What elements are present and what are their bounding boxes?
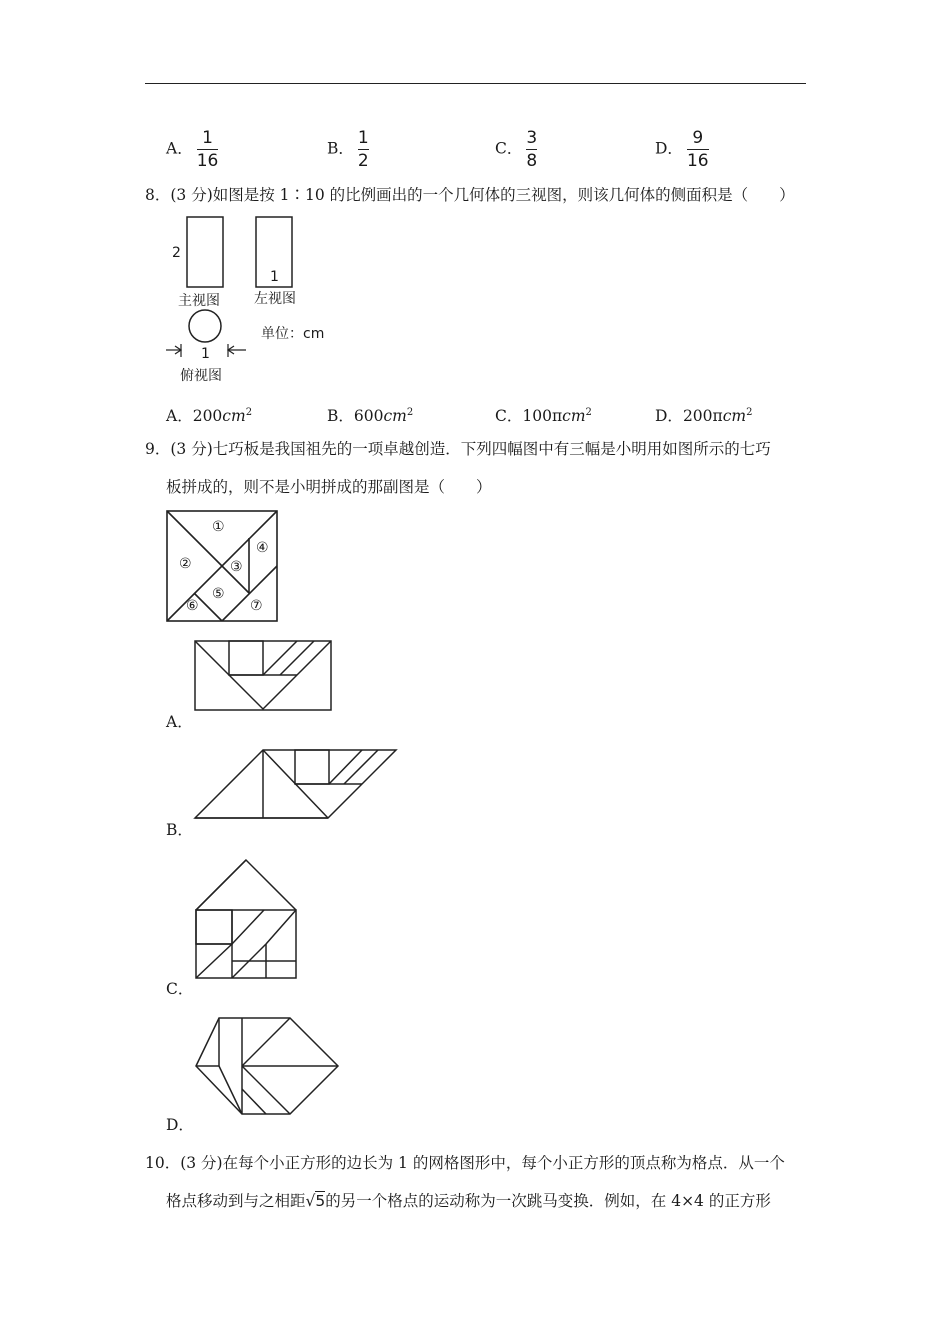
option-exponent: 2: [746, 406, 753, 418]
q9-figure-d[interactable]: [194, 1016, 340, 1116]
option-letter: D．: [655, 407, 683, 425]
option-letter: A．: [166, 407, 193, 425]
q7-option-c[interactable]: [495, 128, 537, 171]
piece-label-2: ②: [179, 556, 192, 572]
side-view-label: 左视图: [254, 291, 296, 307]
figure-a-drawing: [194, 640, 334, 712]
option-letter: B．: [327, 407, 354, 425]
q10-line2: [166, 1190, 771, 1212]
front-view-label: 主视图: [178, 293, 220, 309]
q10-line2-part2: 的另一个格点的运动称为一次跳马变换．例如，在 4×4 的正方形: [325, 1192, 771, 1210]
q7-option-a[interactable]: [166, 128, 218, 171]
option-value: 100π: [522, 407, 563, 425]
piece-label-3: ③: [230, 559, 243, 575]
option-letter: C．: [495, 139, 523, 158]
q9-option-b-label[interactable]: B．: [166, 821, 193, 839]
q9-option-c-label[interactable]: C．: [166, 980, 194, 998]
q9-stem-line2: 板拼成的，则不是小明拼成的那副图是（ ）: [166, 478, 492, 496]
piece-label-7: ⑦: [250, 598, 263, 614]
option-exponent: 2: [406, 406, 414, 418]
figure-c-drawing: [194, 858, 298, 980]
option-value: 200: [192, 407, 223, 425]
fraction: [687, 128, 709, 171]
q8-option-a[interactable]: [166, 404, 252, 426]
top-view-label: 俯视图: [180, 368, 222, 384]
figure-d-drawing: [194, 1016, 340, 1116]
dim-top-label: 1: [201, 346, 210, 362]
q9-option-d-label[interactable]: D．: [166, 1116, 194, 1134]
piece-label-1: ①: [212, 519, 225, 535]
denominator: 16: [196, 151, 219, 171]
option-letter: B．: [327, 139, 354, 158]
option-unit: cm: [222, 407, 246, 425]
numerator: 3: [526, 128, 538, 148]
unit-label: 单位：cm: [261, 326, 325, 342]
q9-figure-a[interactable]: [194, 640, 334, 712]
sqrt-symbol: √: [305, 1192, 316, 1210]
numerator: 1: [202, 128, 213, 148]
header-rule: [145, 83, 806, 84]
option-letter: D．: [655, 139, 683, 158]
option-exponent: 2: [245, 406, 253, 418]
dim-side-label: 1: [270, 269, 279, 285]
fraction: [197, 128, 219, 171]
q8-option-d[interactable]: [655, 404, 752, 426]
denominator: 8: [526, 151, 538, 171]
option-letter: C．: [495, 407, 523, 425]
q7-option-d[interactable]: [655, 128, 709, 171]
fraction: [358, 128, 369, 171]
q8-option-b[interactable]: [327, 404, 413, 426]
tangram-reference: [166, 510, 278, 622]
option-unit: cm: [722, 407, 747, 425]
denominator: 16: [686, 151, 709, 171]
q10-line1: 10．(3 分)在每个小正方形的边长为 1 的网格图形中，每个小正方形的顶点称为格点．从一个: [145, 1154, 785, 1172]
q9-figure-c[interactable]: [194, 858, 298, 980]
option-exponent: 2: [585, 406, 592, 418]
option-value: 600: [353, 407, 384, 425]
three-view-figure: [160, 212, 350, 392]
denominator: 2: [357, 151, 369, 171]
option-letter: A．: [166, 139, 193, 158]
q7-option-b[interactable]: [327, 128, 369, 171]
option-unit: cm: [383, 407, 407, 425]
sqrt-argument: 5: [315, 1192, 326, 1210]
q8-option-c[interactable]: [495, 404, 592, 426]
fraction: [526, 128, 537, 171]
dim-height-label: 2: [172, 245, 181, 261]
q8-stem: 8．(3 分)如图是按 1∶10 的比例画出的一个几何体的三视图，则该几何体的侧面积是（ ）: [145, 186, 795, 204]
q9-figure-b[interactable]: [194, 748, 400, 820]
piece-label-4: ④: [256, 540, 269, 556]
figure-b-drawing: [194, 748, 400, 820]
q10-line2-part1: 格点移动到与之相距: [166, 1192, 306, 1210]
option-unit: cm: [562, 407, 586, 425]
numerator: 1: [357, 128, 369, 148]
q9-stem-line1: 9．(3 分)七巧板是我国祖先的一项卓越创造．下列四幅图中有三幅是小明用如图所示的七巧: [145, 440, 771, 458]
piece-label-5: ⑤: [212, 586, 225, 602]
piece-label-6: ⑥: [186, 598, 199, 614]
q9-option-a-label[interactable]: A．: [166, 713, 193, 731]
option-value: 200π: [682, 407, 723, 425]
numerator: 9: [692, 128, 704, 148]
